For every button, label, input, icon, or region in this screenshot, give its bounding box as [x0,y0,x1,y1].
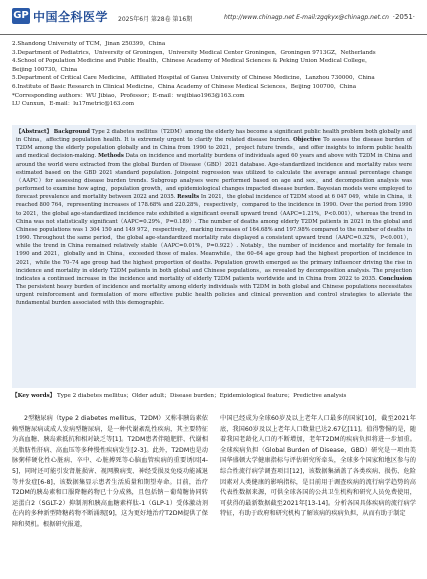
conclusion-label: Conclusion [378,275,412,282]
affiliation-line: Beijing 100730，China [12,66,78,73]
conclusion-text: The persistent heavy burden of incidence and mortality among elderly individuals with T2DM in both global and Chinese populations necessitates urgent reinforcement and formulation of more effective public health policies and clinical prevention and control strategies to alleviate the fundamental burden associated with this demographic. [16,283,412,307]
methods-label: Methods [98,153,124,160]
abstract-label: 【Abstract】 [16,129,52,135]
issue-info: 2025年6月 第28卷 第16期 [118,16,193,23]
body-column-left [12,414,208,531]
body-column-right [220,414,416,520]
keywords-text: Type 2 diabetes mellitus；Older adult；Disease burden；Epidemiological feature；Predictive analysis [57,393,347,399]
methods-text: Data on incidence and mortality burdens of individuals aged 60 years and above with T2DM in China and around the world were extracted from the global Burden of Disease（GBD）2021 database. Age-standardized incidence and mortality rates were estimated based on the GBD 2021 standard population. Joinpoint regression was utilized to calculate the average annual percentage change（AAPC）for assessing disease burden trends. Subgroup analyses were performed based on age and sex，and decomposition analysis was performed to examine how aging，population growth，and epidemiological changes impacted disease burden. Bayesian models were employed to forecast prevalence and mortality between 2022 and 2035. [16,153,412,201]
objective-label: Objective [293,137,321,144]
background-text: Type 2 diabetes mellitus（T2DM）among the elderly has become a significant public health problem both globally and in China，affecting population health. It is extremely urgent to clarify the related disease burden. [16,129,413,144]
affiliation-line: 3.Department of Pediatrics，University of Groningen，University Medical Center Groningen，Groningen 9713GZ，Netherlands [12,49,376,56]
results-text: In 2021，the global incidence of T2DM stood at 6 047 049，while in China，it reached 800 764，representing increases of 178.68% and 220.28%，respectively，compared to the incidence in 1990. Over the period from 1990 to 2021，the global age-standardized incidence rate exhibited a significant overall upward trend（AAPC=1.21%，P<0.001），whereas the trend in China was not statistically significant（AAPC=0.29%，P=0.189）. The number of deaths among elderly T2DM patients in 2021 in the global and Chinese populations was 1 304 150 and 149 972，respectively，marking increases of 164.68% and 197.98% compared to the number of deaths in 1990. Throughout the same period，the global age-standardized mortality rate displayed a consistent upward trend（AAPC=0.32%，P<0.001），while the trend in China remained relatively stable（AAPC=0.01%，P=0.922）. Notably，the number of incidence and mortality for female in 1990 and 2021，globally and in China，exceeded those of males. Meanwhile，the 60–64 age group had the highest proportion of incidence in 2021，while the 70–74 age group had the highest proportion of deaths. Population growth emerged as the primary influencer driving the rise in incidence and mortality in elderly T2DM patients in both global and Chinese populations，as revealed by decomposition analysis. The projection indicates a continued increase in the incidence and mortality of elderly T2DM patients worldwide and in China from 2022 to 2035. [16,194,413,282]
corresponding-author: LU Cunxun，E-mail：lu17metric@163.com [12,101,135,108]
affiliation-line: 2.Shandong University of TCM，Jinan 250399，China [12,41,166,47]
affiliations [12,40,416,109]
affiliation-line: 6.Institute of Basic Research in Clinical Medicine，China Academy of Chinese Medical Sciences，Beijing 100700，China [12,83,357,90]
keywords-label: 【Key words】 [12,393,56,399]
affiliation-line: 4.School of Population Medicine and Public Health，Chinese Academy of Medical Sciences & Peking Union Medical College， [12,58,371,65]
abstract-box [12,125,416,388]
keywords [12,392,416,400]
body-paragraph: 2型糖尿病（type 2 diabetes mellitus，T2DM）又称非胰岛素依赖型糖尿病或成人发病型糖尿病，是一种代谢紊乱性疾病，其主要特征为高血糖、胰岛素抵抗和相对缺乏等[1]。T2DM患者伴随肥胖、代谢相关脂肪性肝病、高血压等多种慢性疾病发生[2-3]。此外，T2DM也是动脉粥样硬化性心脏病、卒中、心脏搏死等心脑血管疾病的重要诱因[4-5]，同时还可能引发肾脏损害、视网膜病变、神经受损及免疫功能减退等并发症[6-8]，该数据集显示患者生活质量和期望寿命。目前，治疗T2DM的胰岛素和口服降糖药物已十分成熟，且包括钠－葡萄糖协同转运蛋白2（SGLT-2）抑制剂和胰高血糖素样肽-1（GLP-1）受体激动剂在内的多种新型降糖药物不断涌现[9]，这为更好地治疗T2DM提供了保障和契机。根据研究报道， [12,415,208,528]
corresponding-author: *Corresponding authors：WU Jibiao，Professor；E-mail：wujibiao1963@163.com [12,92,245,99]
journal-website[interactable]: http://www.chinagp.net E-mail:zgqkyx@chinagp.net.cn [224,14,389,21]
page-number: ·2051· [392,13,415,21]
objective-text: To assess the disease burden of T2DM among the elderly population globally and in China from 1990 to 2021，project future trends，and offer insights to inform public health and medical decision-making. [16,137,412,160]
journal-name: 中国全科医学 [33,10,109,24]
journal-logo: GP [12,8,30,24]
journal-header [0,0,427,35]
body-paragraph: 中国已经成为全球60岁及以上老年人口最多的国家[10]，截至2021年底，我国60岁及以上老年人口数量已达2.67亿[11]。值得警惕的是，随着我国老龄化人口的不断增加，老年T2DM的疾病负担将进一步加重。全球疾病负担（Global Burden of Disease，GBD）研究是一项由美国华盛顿大学健康指标与评估研究所牵头，全球多个国家和地区参与的综合性流行病学调查项目[12]，该数据集涵盖了各类疾病、损伤、危险因素对人类健康的影响指标，是目前用于调查疾病的流行病学趋势的高代表性数据来源，可供全球各国的公共卫生机构和研究人员免费使用，可获得的最新数据截至2021年[13-14]。分析各国具体疾病的流行病学特征，有助于政府和研究机构了解该病的疾病负担，从而有助于制定 [220,415,416,518]
background-label: Background [53,129,90,135]
results-label: Results [177,194,200,201]
affiliation-line: 5.Department of Critical Care Medicine，Affiliated Hospital of Gansu University of Chinese Medicine，Lanzhou 730000，China [12,75,375,82]
